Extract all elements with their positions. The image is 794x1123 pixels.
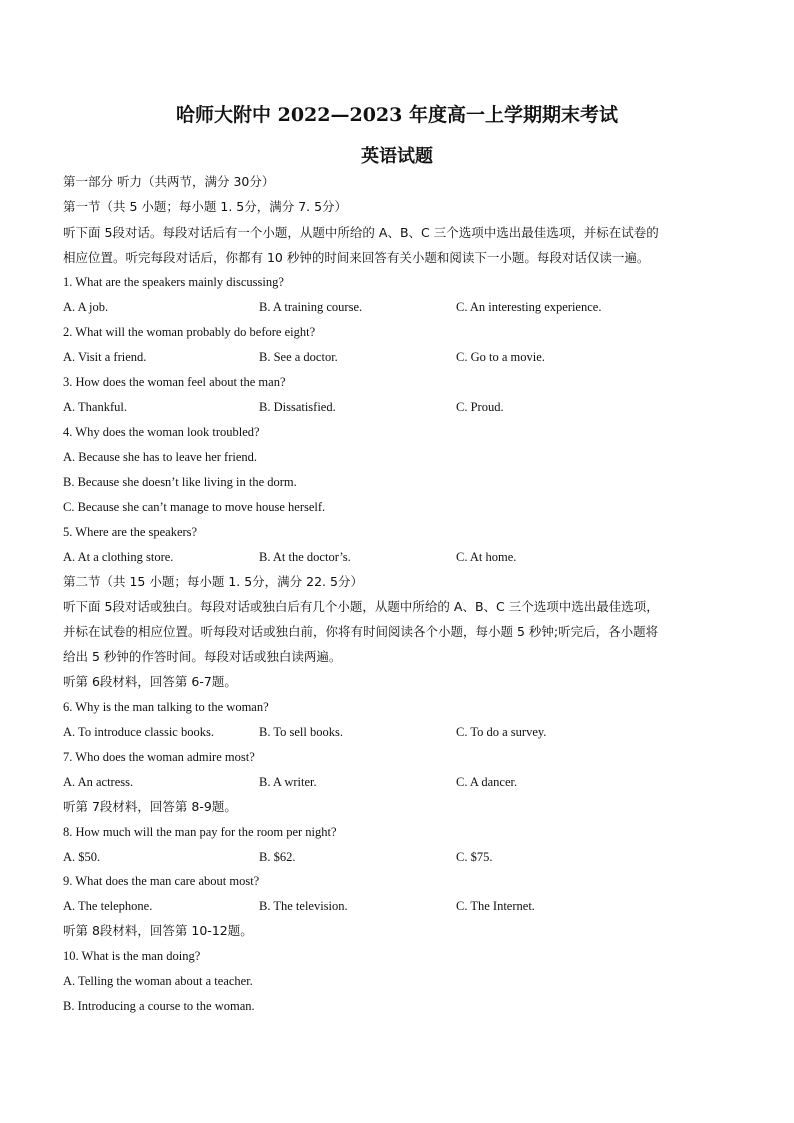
q1-option-c: C. An interesting experience. <box>456 300 602 314</box>
q7-stem: 7. Who does the woman admire most? <box>63 750 255 764</box>
q7-option-c: C. A dancer. <box>456 775 518 789</box>
q8-stem: 8. How much will the man pay for the room per night? <box>63 825 337 839</box>
q9-stem: 9. What does the man care about most? <box>63 874 260 888</box>
q5-option-c: C. At home. <box>456 550 517 564</box>
q3-stem: 3. How does the woman feel about the man? <box>63 375 286 389</box>
q9-option-b: B. The television. <box>259 899 348 913</box>
q6-option-a: A. To introduce classic books. <box>63 725 214 739</box>
material8-note: 听第 8段材料，回答第 10-12题。 <box>63 923 253 938</box>
section2-instructions-line1: 听下面 5段对话或独白。每段对话或独白后有几个小题，从题中所给的 A、B、C 三个选项中选出最佳选项， <box>63 599 659 614</box>
q9-option-c: C. The Internet. <box>456 899 535 913</box>
material7-note: 听第 7段材料，回答第 8-9题。 <box>63 799 237 814</box>
exam-title: 哈师大附中 2022—2023 年度高一上学期期末考试 <box>176 104 618 126</box>
q3-option-a: A. Thankful. <box>63 400 127 414</box>
q2-option-a: A. Visit a friend. <box>63 350 147 364</box>
section1-heading: 第一节（共 5 小题；每小题 1. 5分，满分 7. 5分） <box>63 199 348 214</box>
q7-option-b: B. A writer. <box>259 775 317 789</box>
q2-stem: 2. What will the woman probably do before eight? <box>63 325 316 339</box>
section2-instructions-line3: 给出 5 秒钟的作答时间。每段对话或独白读两遍。 <box>63 649 342 664</box>
q2-option-b: B. See a doctor. <box>259 350 338 364</box>
section1-instructions-line1: 听下面 5段对话。每段对话后有一个小题，从题中所给的 A、B、C 三个选项中选出最佳选项，并标在试卷的 <box>63 225 659 240</box>
q6-option-c: C. To do a survey. <box>456 725 547 739</box>
q8-option-a: A. $50. <box>63 850 101 864</box>
material6-note: 听第 6段材料，回答第 6-7题。 <box>63 674 237 689</box>
q4-option-c: C. Because she can’t manage to move house herself. <box>63 500 326 514</box>
q3-option-c: C. Proud. <box>456 400 504 414</box>
exam-subtitle: 英语试题 <box>361 146 433 167</box>
q1-option-b: B. A training course. <box>259 300 363 314</box>
q10-option-a: A. Telling the woman about a teacher. <box>63 974 253 988</box>
section1-instructions-line2: 相应位置。听完每段对话后，你都有 10 秒钟的时间来回答有关小题和阅读下一小题。每段对话仅读一遍。 <box>63 250 650 265</box>
section2-instructions-line2: 并标在试卷的相应位置。听每段对话或独白前，你将有时间阅读各个小题，每小题 5 秒钟;听完后，各小题将 <box>63 624 659 639</box>
q4-stem: 4. Why does the woman look troubled? <box>63 425 260 439</box>
q4-option-b: B. Because she doesn’t like living in the dorm. <box>63 475 297 489</box>
q8-option-c: C. $75. <box>456 850 493 864</box>
q10-option-b: B. Introducing a course to the woman. <box>63 999 255 1013</box>
q1-stem: 1. What are the speakers mainly discussing? <box>63 275 284 289</box>
q7-option-a: A. An actress. <box>63 775 134 789</box>
q9-option-a: A. The telephone. <box>63 899 153 913</box>
q5-stem: 5. Where are the speakers? <box>63 525 198 539</box>
q6-stem: 6. Why is the man talking to the woman? <box>63 700 269 714</box>
q5-option-b: B. At the doctor’s. <box>259 550 351 564</box>
q6-option-b: B. To sell books. <box>259 725 343 739</box>
q2-option-c: C. Go to a movie. <box>456 350 545 364</box>
q10-stem: 10. What is the man doing? <box>63 949 201 963</box>
q8-option-b: B. $62. <box>259 850 296 864</box>
q4-option-a: A. Because she has to leave her friend. <box>63 450 258 464</box>
q5-option-a: A. At a clothing store. <box>63 550 174 564</box>
section2-heading: 第二节（共 15 小题；每小题 1. 5分，满分 22. 5分） <box>63 574 363 589</box>
part1-heading: 第一部分 听力（共两节，满分 30分） <box>63 174 275 189</box>
q1-option-a: A. A job. <box>63 300 109 314</box>
q3-option-b: B. Dissatisfied. <box>259 400 336 414</box>
